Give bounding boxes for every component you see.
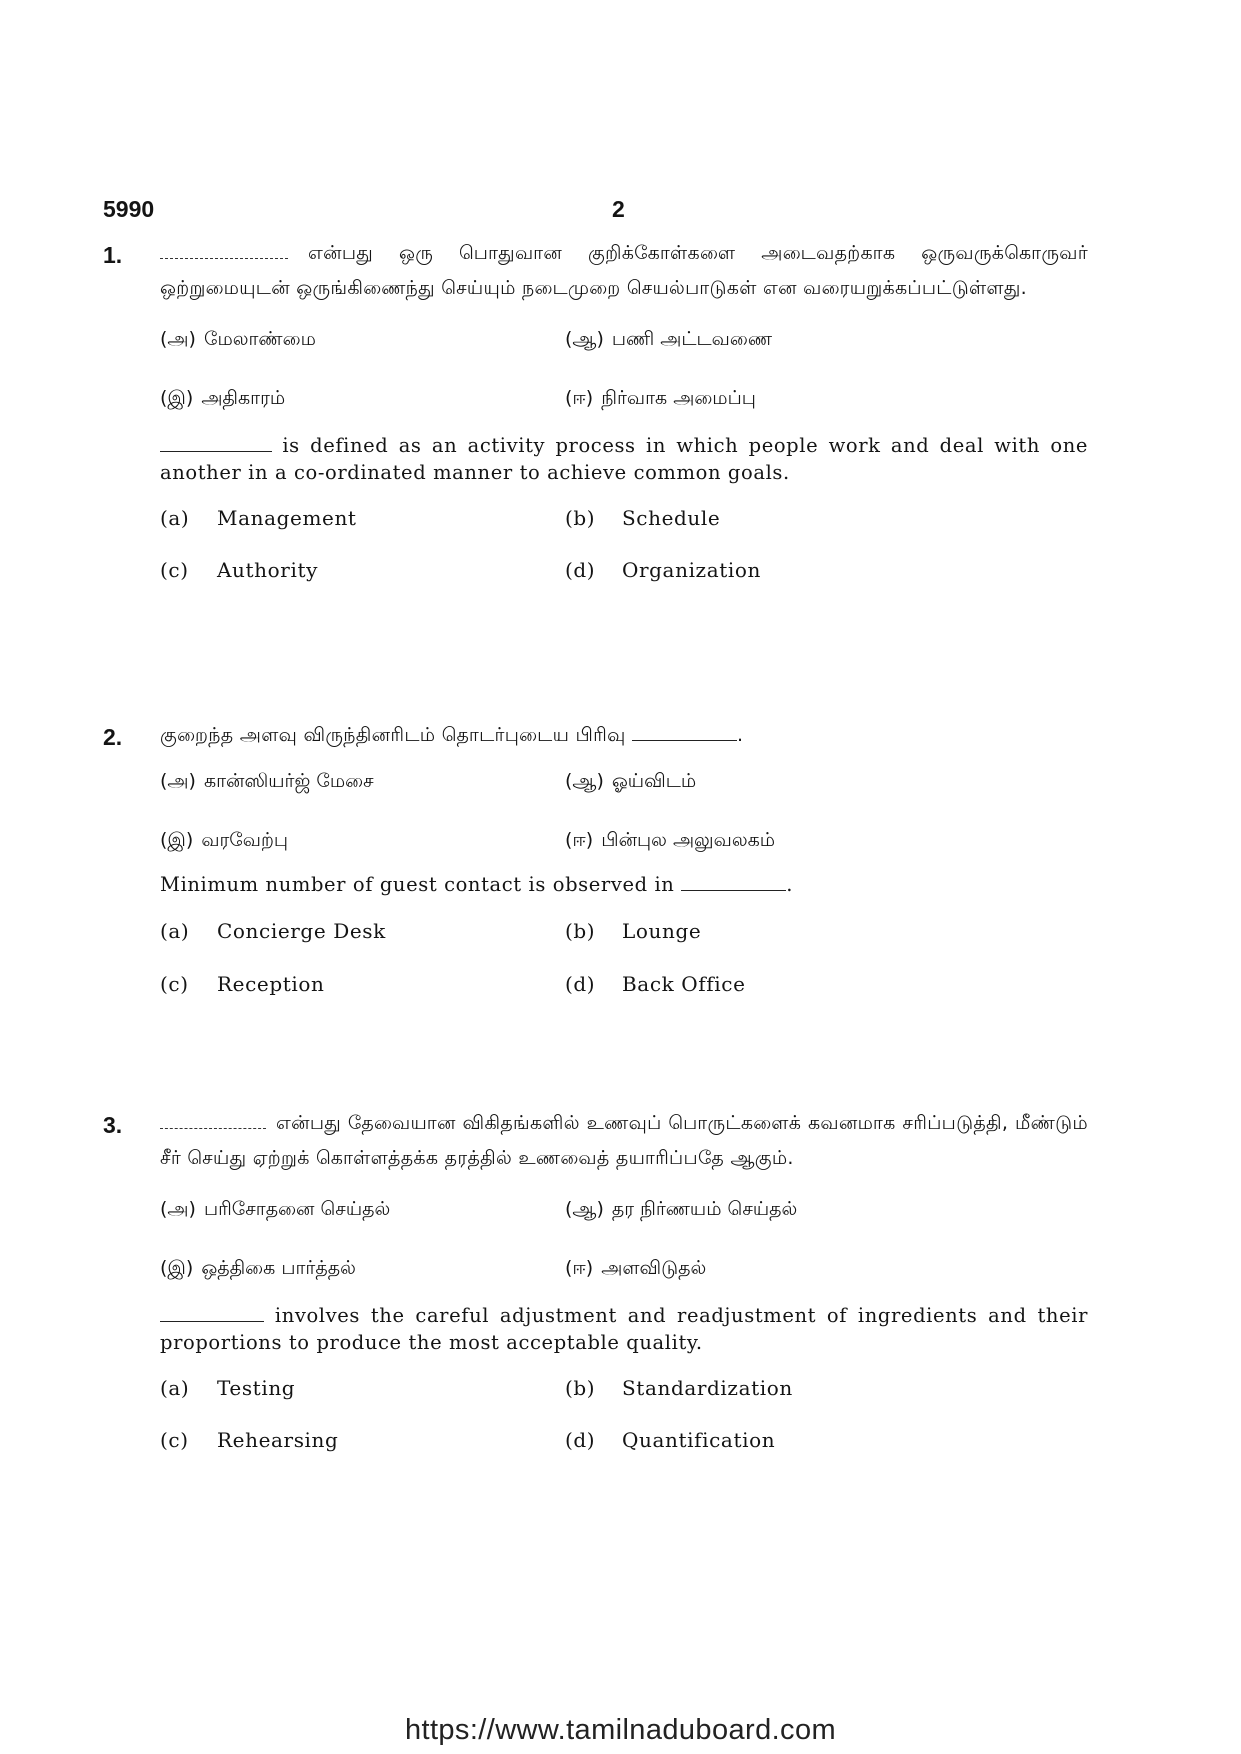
english-question [160,1302,1088,1356]
english-option-c: (c) Rehearsing [160,1428,339,1452]
answer-blank [160,1128,266,1129]
english-option-b: (b) Lounge [565,919,702,943]
tamil-option-b: (ஆ) தர நிர்ணயம் செய்தல் [565,1198,798,1220]
tamil-option-c: (இ) அதிகாரம் [160,387,286,409]
footer-url[interactable]: https://www.tamilnaduboard.com [404,1714,837,1746]
english-question: Minimum number of guest contact is observed in . [160,873,794,896]
tamil-question [160,236,1088,306]
tamil-question [160,1106,1088,1176]
tamil-option-d: (ஈ) பின்புல அலுவலகம் [565,829,776,851]
question-body [160,242,1088,598]
english-option-a: (a) Testing [160,1376,296,1400]
english-option-d: (d) Quantification [565,1428,776,1452]
question-number: 1. [103,242,123,268]
answer-blank [160,1321,264,1322]
tamil-option-d: (ஈ) அளவிடுதல் [565,1257,707,1279]
tamil-options-row-1 [160,328,1088,368]
english-option-c: (c) Reception [160,972,325,996]
tamil-options-row-1 [160,770,1088,810]
tamil-option-a: (அ) மேலாண்மை [160,328,316,350]
english-option-d: (d) Organization [565,558,761,582]
english-question-text: is defined as an activity process in which people work and deal with one another in a co-ordinated manner to achieve common goals. [160,434,1088,484]
tamil-options-row-2 [160,1257,1088,1297]
english-options-row-2 [160,972,1088,1012]
tamil-question-text: என்பது ஒரு பொதுவான குறிக்கோள்களை அடைவதற்காக ஒருவருக்கொருவர் ஒற்றுமையுடன் ஒருங்கிணைந்து செய்யும் நடைமுறை செயல்பாடுகள் என வரையறுக்கப்பட்டுள்ளது. [160,242,1088,299]
english-question-text: Minimum number of guest contact is observed in [160,873,675,896]
answer-blank [160,451,272,452]
question-number: 3. [103,1112,123,1138]
tamil-option-b: (ஆ) ஓய்விடம் [565,770,697,792]
paper-code: 5990 [103,196,155,222]
english-options-row-2 [160,558,1088,598]
question-number: 2. [103,724,123,750]
tamil-option-c: (இ) வரவேற்பு [160,829,289,851]
english-option-c: (c) Authority [160,558,318,582]
english-options-row-1 [160,506,1088,546]
english-options-row-1 [160,1376,1088,1416]
tamil-option-b: (ஆ) பணி அட்டவணை [565,328,772,350]
tamil-options-row-1 [160,1198,1088,1238]
tamil-option-a: (அ) பரிசோதனை செய்தல் [160,1198,391,1220]
tamil-options-row-2 [160,387,1088,427]
tamil-option-d: (ஈ) நிர்வாக அமைப்பு [565,387,756,409]
tamil-option-a: (அ) கான்ஸியர்ஜ் மேசை [160,770,374,792]
answer-blank [632,740,737,741]
english-option-b: (b) Schedule [565,506,721,530]
question-body [160,724,1088,1012]
english-options-row-2 [160,1428,1088,1468]
english-option-b: (b) Standardization [565,1376,793,1400]
english-option-d: (d) Back Office [565,972,746,996]
english-options-row-1 [160,919,1088,959]
tamil-question-text: குறைந்த அளவு விருந்தினரிடம் தொடர்புடைய பிரிவு [160,724,626,746]
tamil-question-text: என்பது தேவையான விகிதங்களில் உணவுப் பொருட்களைக் கவனமாக சரிப்படுத்தி, மீண்டும் சீர் செய்து ஏற்றுக் கொள்ளத்தக்க தரத்தில் உணவைத் தயாரிப்பதே ஆகும். [160,1112,1088,1169]
english-option-a: (a) Concierge Desk [160,919,386,943]
tamil-question: குறைந்த அளவு விருந்தினரிடம் தொடர்புடைய பிரிவு . [160,724,744,746]
english-question-text: involves the careful adjustment and readjustment of ingredients and their proportions to produce the most acceptable quality. [160,1304,1088,1354]
answer-blank [160,258,288,259]
answer-blank [681,890,786,891]
page-number: 2 [612,196,625,222]
tamil-options-row-2 [160,829,1088,869]
english-option-a: (a) Management [160,506,357,530]
tamil-option-c: (இ) ஒத்திகை பார்த்தல் [160,1257,356,1279]
english-question [160,432,1088,486]
question-body [160,1112,1088,1468]
